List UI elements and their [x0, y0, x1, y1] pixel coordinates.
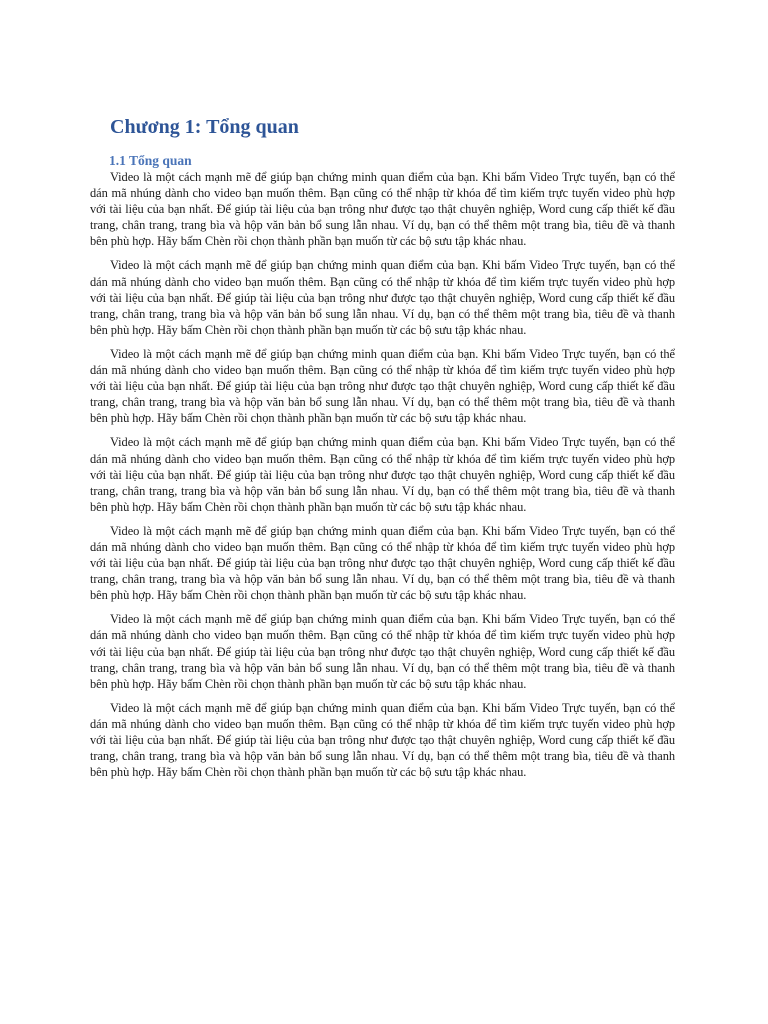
paragraph-2: Video là một cách mạnh mẽ để giúp bạn chứng minh quan điểm của bạn. Khi bấm Video Trực tuyến, bạn có thể dán mã nhúng dành cho video bạn muốn thêm. Bạn cũng có thể nhập từ khóa để tìm kiếm trực tuyến video phù hợp với tài liệu của bạn nhất. Để giúp tài liệu của bạn trông như được tạo thật chuyên nghiệp, Word cung cấp thiết kế đầu trang, chân trang, trang bìa và hộp văn bản bổ sung lẫn nhau. Ví dụ, bạn có thể thêm một trang bìa, tiêu đề và thanh bên phù hợp. Hãy bấm Chèn rồi chọn thành phần bạn muốn từ các bộ sưu tập khác nhau.: [90, 258, 675, 337]
paragraph-6: Video là một cách mạnh mẽ để giúp bạn chứng minh quan điểm của bạn. Khi bấm Video Trực tuyến, bạn có thể dán mã nhúng dành cho video bạn muốn thêm. Bạn cũng có thể nhập từ khóa để tìm kiếm trực tuyến video phù hợp với tài liệu của bạn nhất. Để giúp tài liệu của bạn trông như được tạo thật chuyên nghiệp, Word cung cấp thiết kế đầu trang, chân trang, trang bìa và hộp văn bản bổ sung lẫn nhau. Ví dụ, bạn có thể thêm một trang bìa, tiêu đề và thanh bên phù hợp. Hãy bấm Chèn rồi chọn thành phần bạn muốn từ các bộ sưu tập khác nhau.: [90, 612, 675, 691]
document-page: [90, 0, 675, 1024]
paragraph-5: Video là một cách mạnh mẽ để giúp bạn chứng minh quan điểm của bạn. Khi bấm Video Trực tuyến, bạn có thể dán mã nhúng dành cho video bạn muốn thêm. Bạn cũng có thể nhập từ khóa để tìm kiếm trực tuyến video phù hợp với tài liệu của bạn nhất. Để giúp tài liệu của bạn trông như được tạo thật chuyên nghiệp, Word cung cấp thiết kế đầu trang, chân trang, trang bìa và hộp văn bản bổ sung lẫn nhau. Ví dụ, bạn có thể thêm một trang bìa, tiêu đề và thanh bên phù hợp. Hãy bấm Chèn rồi chọn thành phần bạn muốn từ các bộ sưu tập khác nhau.: [90, 523, 675, 603]
section-title: 1.1 Tổng quan: [109, 153, 192, 168]
paragraph-1: Video là một cách mạnh mẽ để giúp bạn chứng minh quan điểm của bạn. Khi bấm Video Trực tuyến, bạn có thể dán mã nhúng dành cho video bạn muốn thêm. Bạn cũng có thể nhập từ khóa để tìm kiếm trực tuyến video phù hợp với tài liệu của bạn nhất. Để giúp tài liệu của bạn trông như được tạo thật chuyên nghiệp, Word cung cấp thiết kế đầu trang, chân trang, trang bìa và hộp văn bản bổ sung lẫn nhau. Ví dụ, bạn có thể thêm một trang bìa, tiêu đề và thanh bên phù hợp. Hãy bấm Chèn rồi chọn thành phần bạn muốn từ các bộ sưu tập khác nhau.: [90, 170, 675, 249]
paragraph-4: Video là một cách mạnh mẽ để giúp bạn chứng minh quan điểm của bạn. Khi bấm Video Trực tuyến, bạn có thể dán mã nhúng dành cho video bạn muốn thêm. Bạn cũng có thể nhập từ khóa để tìm kiếm trực tuyến video phù hợp với tài liệu của bạn nhất. Để giúp tài liệu của bạn trông như được tạo thật chuyên nghiệp, Word cung cấp thiết kế đầu trang, chân trang, trang bìa và hộp văn bản bổ sung lẫn nhau. Ví dụ, bạn có thể thêm một trang bìa, tiêu đề và thanh bên phù hợp. Hãy bấm Chèn rồi chọn thành phần bạn muốn từ các bộ sưu tập khác nhau.: [90, 435, 675, 514]
paragraph-7: Video là một cách mạnh mẽ để giúp bạn chứng minh quan điểm của bạn. Khi bấm Video Trực tuyến, bạn có thể dán mã nhúng dành cho video bạn muốn thêm. Bạn cũng có thể nhập từ khóa để tìm kiếm trực tuyến video phù hợp với tài liệu của bạn nhất. Để giúp tài liệu của bạn trông như được tạo thật chuyên nghiệp, Word cung cấp thiết kế đầu trang, chân trang, trang bìa và hộp văn bản bổ sung lẫn nhau. Ví dụ, bạn có thể thêm một trang bìa, tiêu đề và thanh bên phù hợp. Hãy bấm Chèn rồi chọn thành phần bạn muốn từ các bộ sưu tập khác nhau.: [90, 700, 675, 780]
paragraph-3: Video là một cách mạnh mẽ để giúp bạn chứng minh quan điểm của bạn. Khi bấm Video Trực tuyến, bạn có thể dán mã nhúng dành cho video bạn muốn thêm. Bạn cũng có thể nhập từ khóa để tìm kiếm trực tuyến video phù hợp với tài liệu của bạn nhất. Để giúp tài liệu của bạn trông như được tạo thật chuyên nghiệp, Word cung cấp thiết kế đầu trang, chân trang, trang bìa và hộp văn bản bổ sung lẫn nhau. Ví dụ, bạn có thể thêm một trang bìa, tiêu đề và thanh bên phù hợp. Hãy bấm Chèn rồi chọn thành phần bạn muốn từ các bộ sưu tập khác nhau.: [90, 346, 675, 426]
chapter-title: Chương 1: Tổng quan: [110, 116, 299, 138]
body-text: [90, 169, 675, 788]
